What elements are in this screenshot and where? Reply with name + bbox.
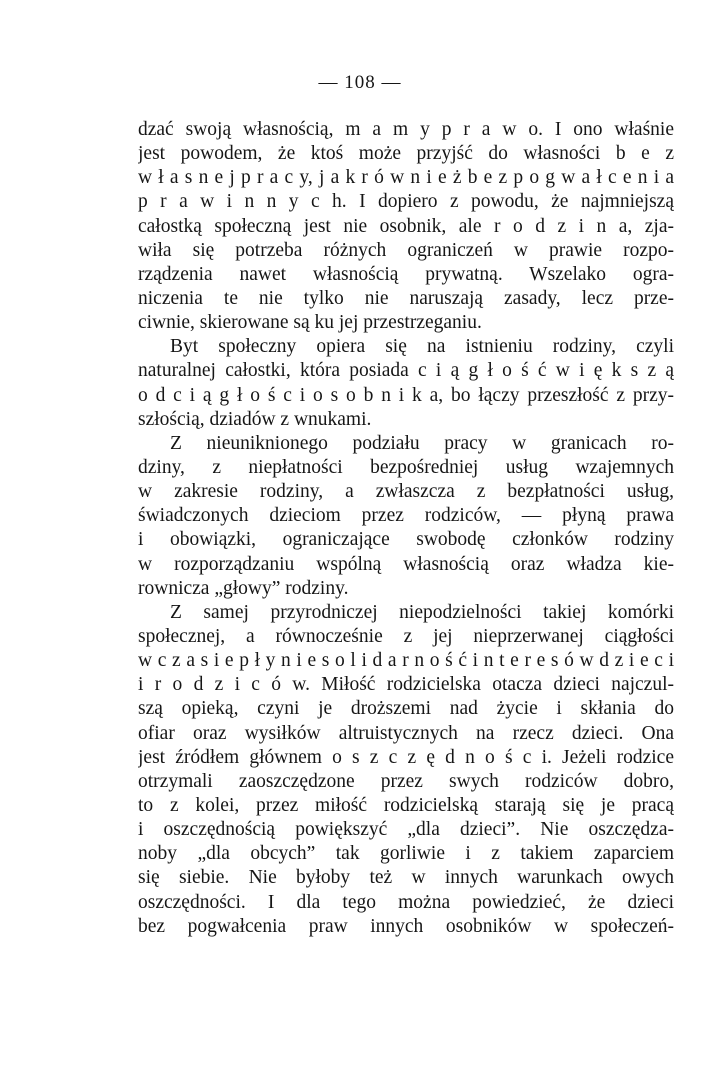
text-line: oszczędności. I dla tego można powiedzieć, że dzieci <box>138 891 674 913</box>
text-line: w c z a s i e p ł y n i e s o l i d a r n o ś ć i n t e r e s ó w d z i e c i <box>138 650 674 672</box>
text-line: ciwnie, skierowane są ku jej przestrzeganiu. <box>138 312 482 334</box>
text-line: bez pogwałcenia praw innych osobników w społeczeń- <box>138 915 674 937</box>
text-line: niczenia te nie tylko nie naruszają zasady, lecz prze- <box>138 287 674 309</box>
text-line: jest źródłem głównem o s z c z ę d n o ś c i. Jeżeli rodzice <box>138 746 674 768</box>
text-line: szłością, dziadów z wnukami. <box>138 408 372 430</box>
text-line: rządzenia nawet własnością prywatną. Wszelako ogra- <box>138 263 674 285</box>
text-line: w zakresie rodziny, a zwłaszcza z bezpłatności usług, <box>138 481 674 503</box>
text-line: w rozporządzaniu wspólną własnością oraz władza kie- <box>138 553 674 575</box>
text-line: rownicza „głowy” rodziny. <box>138 577 349 599</box>
body-text <box>138 118 674 939</box>
text-line: naturalnej całostki, która posiada c i ą g ł o ś ć w i ę k s z ą <box>138 360 674 382</box>
text-line: jest powodem, że ktoś może przyjść do własności b e z <box>138 143 674 165</box>
text-line: Byt społeczny opiera się na istnieniu rodziny, czyli <box>170 336 674 358</box>
text-line: wiła się potrzeba różnych ograniczeń w prawie rozpo- <box>138 239 674 261</box>
text-line: to z kolei, przez miłość rodzicielską starają się je pracą <box>138 794 674 816</box>
text-line: się siebie. Nie byłoby też w innych warunkach owych <box>138 867 674 889</box>
text-line: społecznej, a równocześnie z jej nieprzerwanej ciągłości <box>138 625 674 647</box>
text-line: świadczonych dzieciom przez rodziców, — płyną prawa <box>138 505 674 527</box>
text-line: i obowiązki, ograniczające swobodę członków rodziny <box>138 529 674 551</box>
text-line: w ł a s n e j p r a c y, j a k r ó w n i e ż b e z p o g w a ł c e n i a <box>138 167 674 189</box>
text-line: noby „dla obcych” tak gorliwie i z takiem zaparciem <box>138 843 674 865</box>
text-line: całostką społeczną jest nie osobnik, ale r o d z i n a, zja- <box>138 215 674 237</box>
text-line: ofiar oraz wysiłków altruistycznych na rzecz dzieci. Ona <box>138 722 674 744</box>
text-line: Z samej przyrodniczej niepodzielności takiej komórki <box>170 601 674 623</box>
text-line: dzać swoją własnością, m a m y p r a w o. I ono właśnie <box>138 119 674 140</box>
text-line: p r a w i n n y c h. I dopiero z powodu, że najmniejszą <box>138 191 674 213</box>
text-line: i oszczędnością powiększyć „dla dzieci”. Nie oszczędza- <box>138 819 674 841</box>
text-line: szą opieką, czyni je droższemi nad życie i skłania do <box>138 698 674 720</box>
text-line: i r o d z i c ó w. Miłość rodzicielska otacza dzieci najczul- <box>138 674 674 696</box>
page-number: — 108 — <box>318 72 402 93</box>
text-line: dziny, z niepłatności bezpośredniej usług wzajemnych <box>138 456 674 478</box>
text-line: otrzymali zaoszczędzone przez swych rodziców dobro, <box>138 770 674 792</box>
text-line: Z nieuniknionego podziału pracy w granicach ro- <box>170 432 674 454</box>
text-line: o d c i ą g ł o ś c i o s o b n i k a, bo łączy przeszłość z przy- <box>138 384 674 406</box>
